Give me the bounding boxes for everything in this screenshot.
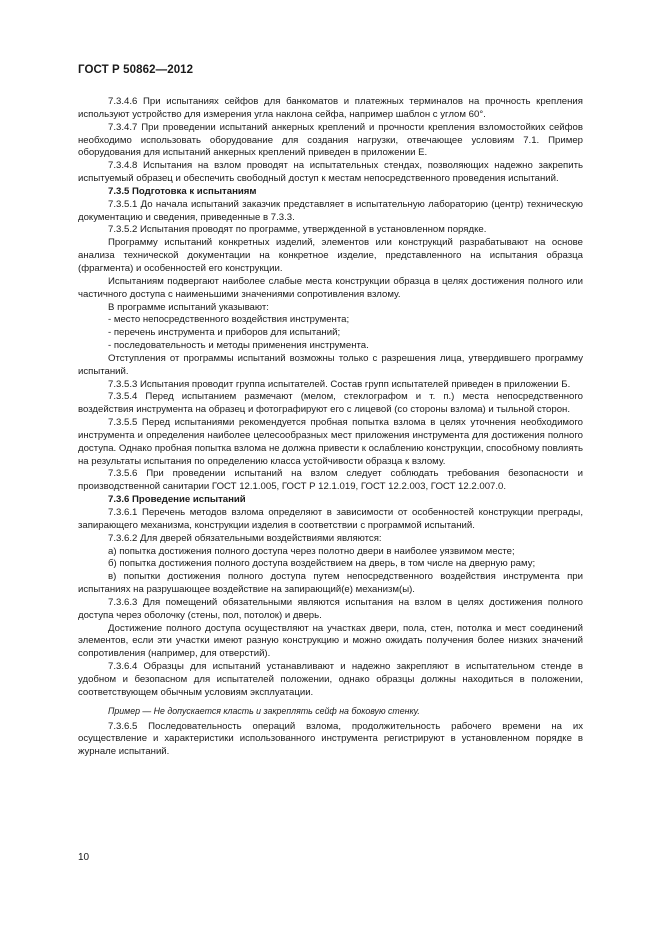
paragraph-7-3-5-4: 7.3.5.4 Перед испытанием размечают (мелом, стеклографом и т. п.) места непосредственного воздействия инструмента на образец и фотографируют его с лицевой (со стороны взлома) и тыльной сторон. — [78, 391, 583, 416]
document-body — [78, 96, 583, 759]
paragraph: Достижение полного доступа осуществляют на участках двери, пола, стен, потолка и мест соединений элементов, если эти участки имеют разную конструкцию и можно ожидать получения более низких значений сопротивления (например, для отверстий). — [78, 622, 583, 660]
list-item: - место непосредственного воздействия инструмента; — [108, 314, 350, 326]
page-number: 10 — [78, 852, 90, 863]
list-item: - последовательность и методы применения инструмента. — [108, 340, 369, 352]
example-note-text: Не допускается класть и закреплять сейф на боковую стенку. — [151, 705, 420, 716]
page-header-standard-number: ГОСТ Р 50862—2012 — [78, 64, 194, 76]
paragraph: В программе испытаний указывают: — [108, 301, 269, 313]
paragraph-7-3-4-6: 7.3.4.6 При испытаниях сейфов для банкоматов и платежных терминалов на прочность крепления используют устройство для измерения угла наклона сейфа, например шаблон с углом 60°. — [78, 96, 583, 120]
section-heading-7-3-6: 7.3.6 Проведение испытаний — [108, 494, 246, 506]
example-note — [78, 705, 583, 718]
section-heading-7-3-5: 7.3.5 Подготовка к испытаниям — [108, 185, 257, 197]
paragraph-7-3-5-2: 7.3.5.2 Испытания проводят по программе, утвержденной в установленном порядке. — [108, 224, 487, 236]
paragraph-7-3-4-8: 7.3.4.8 Испытания на взлом проводят на испытательных стендах, позволяющих надежно закрепить испытуемый образец и обеспечить свободный доступ к местам непосредственного проведения испытаний. — [78, 160, 583, 185]
paragraph-7-3-6-5: 7.3.6.5 Последовательность операций взлома, продолжительность рабочего времени на их осуществление и характеристики использованного инструмента регистрируют в установленном порядке в журнале испытаний. — [78, 720, 583, 758]
paragraph-7-3-6-4: 7.3.6.4 Образцы для испытаний устанавливают и надежно закрепляют в испытательном стенде в удобном и безопасном для испытателей положении, однако образцы должны находиться в положении, соответствующем обычным условиям эксплуатации. — [78, 661, 583, 698]
paragraph: Отступления от программы испытаний возможны только с разрешения лица, утвердившего программу испытаний. — [78, 352, 583, 377]
paragraph-7-3-5-5: 7.3.5.5 Перед испытаниями рекомендуется пробная попытка взлома в целях уточнения необходимого инструмента и определения наиболее целесообразных мест приложения инструмента для достижения полного доступа. Однако пробная попытка взлома не должна привести к ослаблению конструкции, способному повлиять на результаты испытания по определению класса устойчивости образца к взлому. — [78, 417, 583, 467]
paragraph: Испытаниям подвергают наиболее слабые места конструкции образца в целях достижения полного или частичного доступа с наименьшими значениями сопротивления взлому. — [78, 275, 583, 300]
list-item: а) попытка достижения полного доступа через полотно двери в наиболее уязвимом месте; — [108, 545, 515, 557]
example-note-label: Пример — — [108, 705, 152, 716]
paragraph-7-3-5-3: 7.3.5.3 Испытания проводит группа испытателей. Состав групп испытателей приведен в приложении Б. — [108, 378, 571, 390]
list-item: - перечень инструмента и приборов для испытаний; — [108, 327, 341, 339]
paragraph-7-3-5-6: 7.3.5.6 При проведении испытаний на взлом следует соблюдать требования безопасности и производственной санитарии ГОСТ 12.1.005, ГОСТ Р 12.1.019, ГОСТ 12.2.003, ГОСТ 12.2.007.0. — [78, 468, 583, 493]
paragraph-7-3-6-1: 7.3.6.1 Перечень методов взлома определяют в зависимости от особенностей конструкции преграды, запирающего механизма, конструкции изделия в соответствии с программой испытаний. — [78, 507, 583, 531]
paragraph-7-3-4-7: 7.3.4.7 При проведении испытаний анкерных креплений и прочности крепления взломостойких сейфов необходимо использовать оборудование для создания нагрузки, отвечающее условиям 7.1. Пример оборудования для испытаний анкерных креплений приведен в приложении Е. — [78, 121, 583, 159]
list-item: б) попытка достижения полного доступа воздействием на дверь, в том числе на дверную раму; — [108, 558, 536, 570]
paragraph: Программу испытаний конкретных изделий, элементов или конструкций разрабатывают на основе анализа технической документации на конкретное изделие, представленного на испытания образца (фрагмента) и особенностей его конструкции. — [78, 237, 583, 274]
list-item: в) попытки достижения полного доступа путем непосредственного воздействия инструмента при испытаниях на разрушающее воздействие на запирающий(е) механизм(ы). — [78, 571, 583, 596]
paragraph-7-3-6-2: 7.3.6.2 Для дверей обязательными воздействиями являются: — [108, 532, 382, 544]
paragraph-7-3-6-3: 7.3.6.3 Для помещений обязательными являются испытания на взлом в целях достижения полного доступа через оболочку (стены, пол, потолок) и дверь. — [78, 596, 583, 621]
paragraph-7-3-5-1: 7.3.5.1 До начала испытаний заказчик представляет в испытательную лабораторию (центр) техническую документацию и сведения, приведенные в 7.3.3. — [78, 198, 583, 223]
